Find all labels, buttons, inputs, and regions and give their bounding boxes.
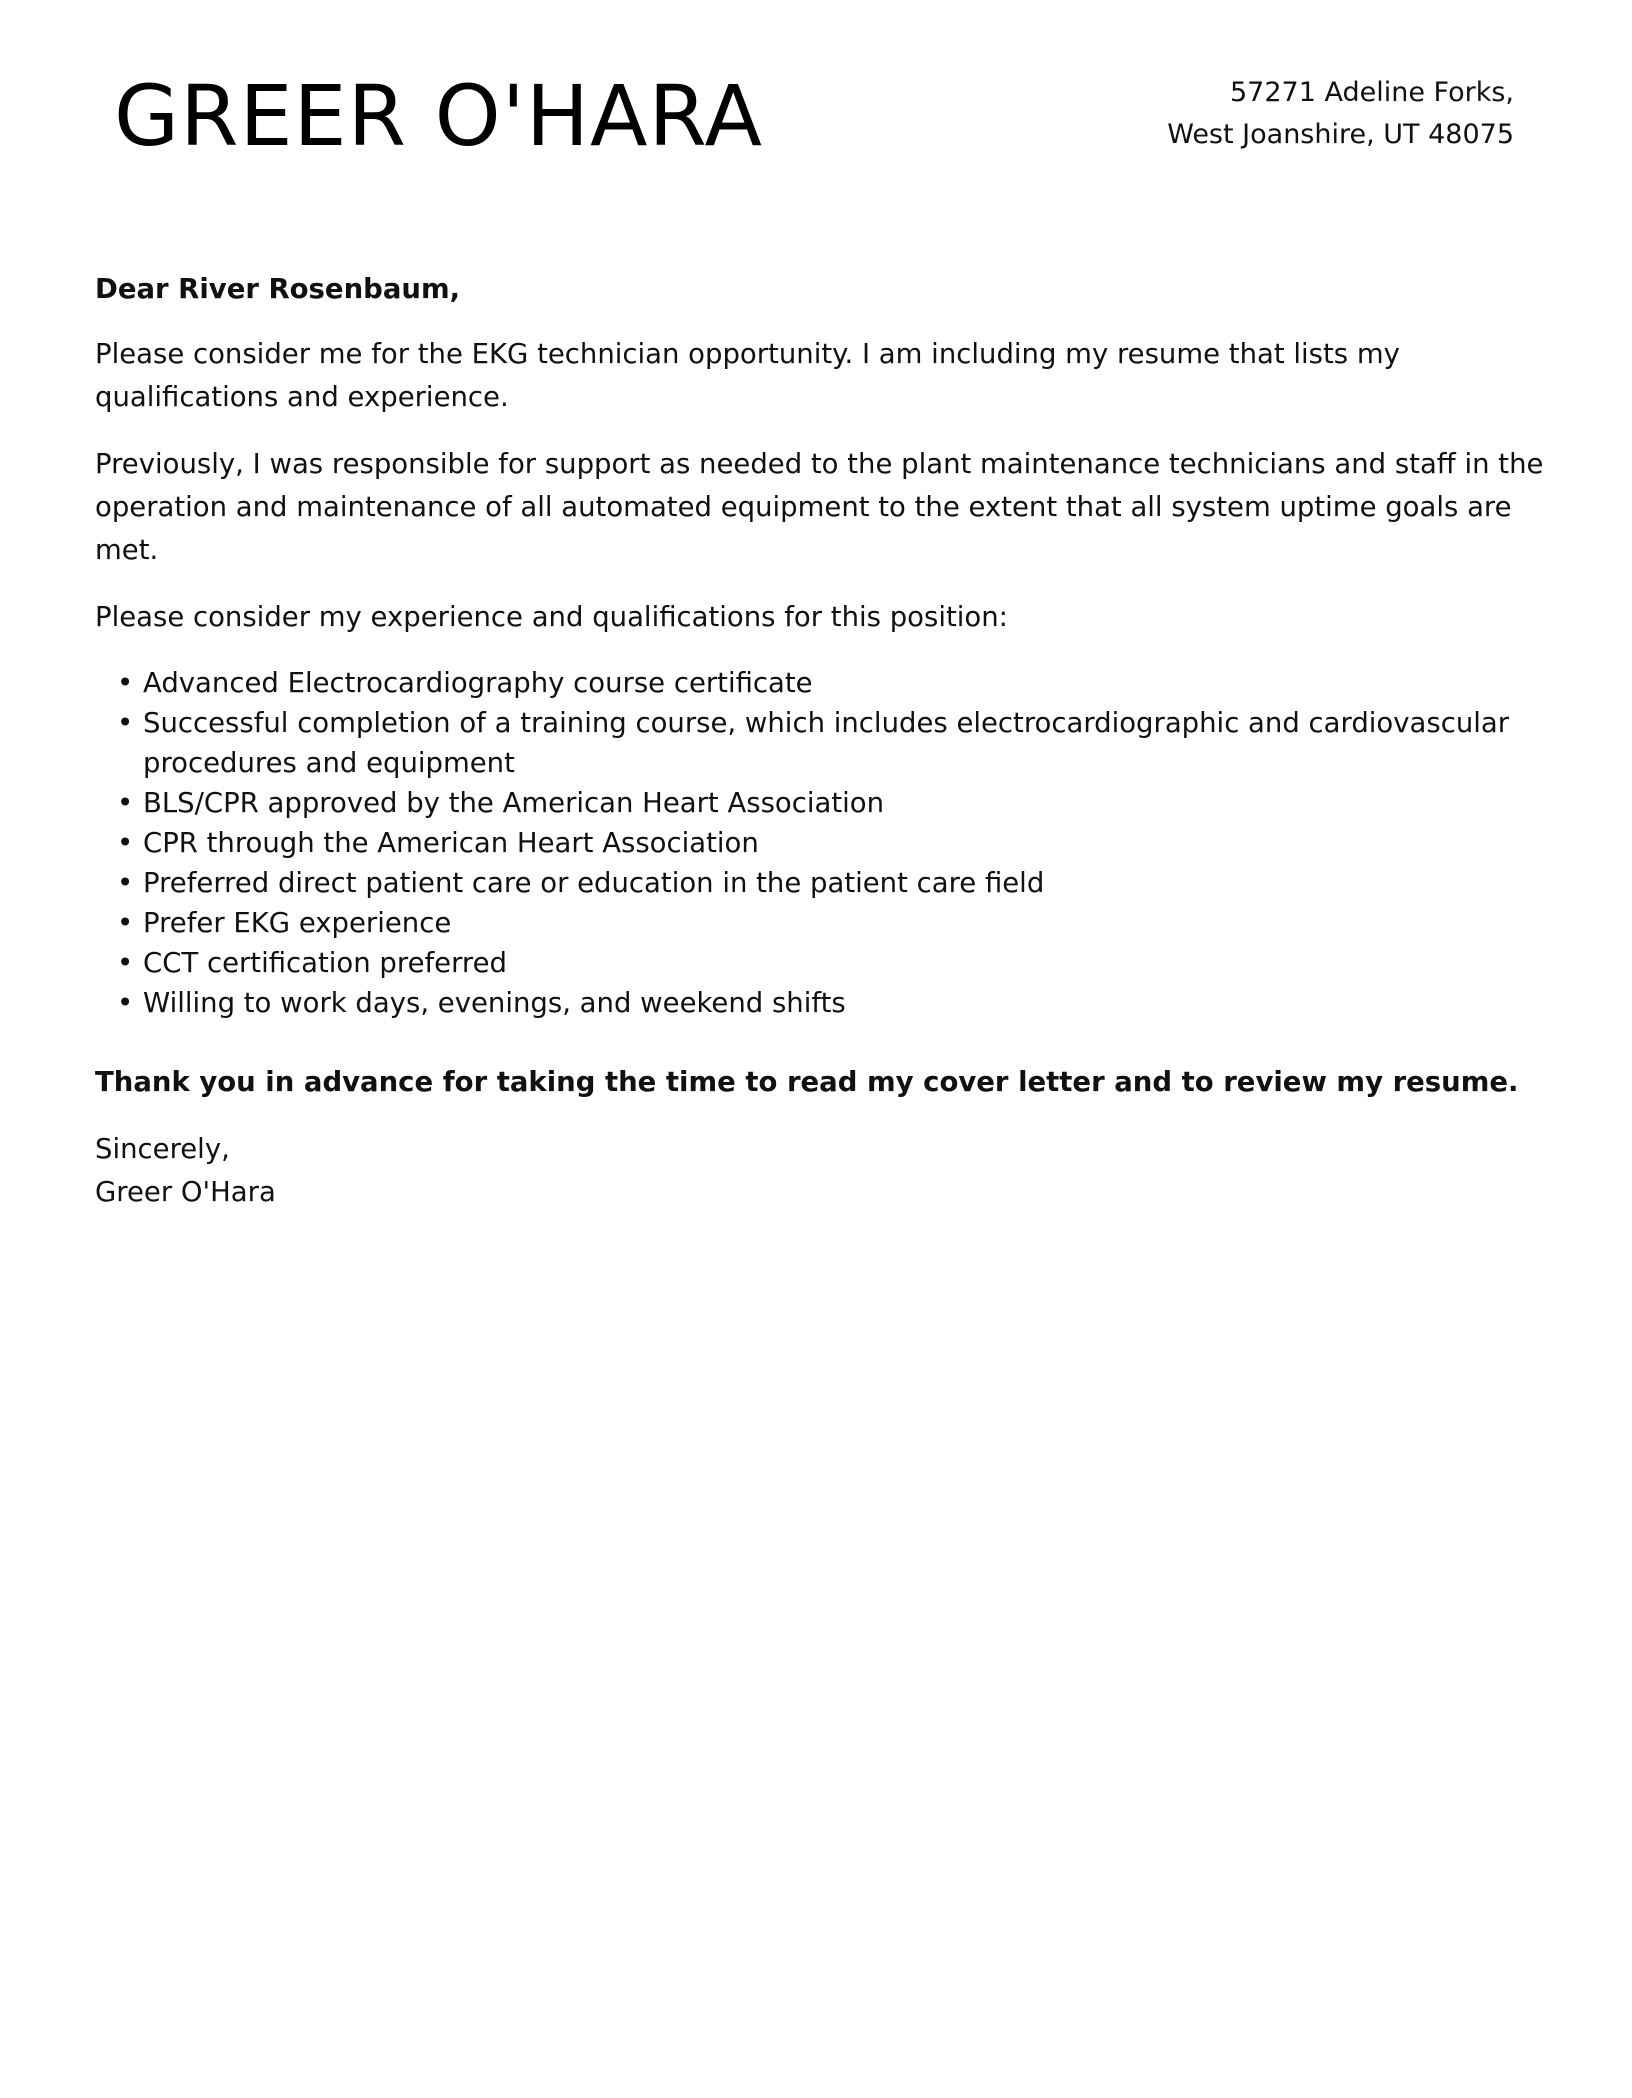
bullet-icon: • [117,987,134,1019]
applicant-name: GREER O'HARA [114,67,763,165]
bullet-icon: • [117,787,134,819]
address-line-2: West Joanshire, UT 48075 [1167,119,1514,150]
qualification-text: Willing to work days, evenings, and weekend shifts [143,987,846,1019]
list-item [117,703,1545,783]
list-item [117,783,1545,823]
qualifications-list [95,663,1545,1023]
qualification-text: Advanced Electrocardiography course certificate [143,667,813,699]
qualification-text: Preferred direct patient care or education in the patient care field [143,867,1045,899]
bullet-icon: • [117,707,134,739]
list-item [117,983,1545,1023]
signoff-block [95,1128,1545,1214]
list-item [117,823,1545,863]
qualification-text: BLS/CPR approved by the American Heart Association [143,787,885,819]
list-item [117,943,1545,983]
list-item [117,663,1545,703]
qualification-text: Successful completion of a training course, which includes electrocardiographic and cardiovascular procedures and equipment [143,707,1510,779]
qualification-text: CCT certification preferred [143,947,507,979]
signoff-text: Sincerely, [95,1133,230,1165]
qualification-text: CPR through the American Heart Association [143,827,759,859]
salutation: Dear River Rosenbaum, [95,273,461,305]
list-item [117,903,1545,943]
bullet-icon: • [117,907,134,939]
bullet-icon: • [117,827,134,859]
qualification-text: Prefer EKG experience [143,907,452,939]
intro-paragraph: Please consider me for the EKG technician opportunity. I am including my resume that lists my qualifications and experience. [95,338,1400,413]
bullet-icon: • [117,867,134,899]
bullet-icon: • [117,947,134,979]
signature-name: Greer O'Hara [95,1176,276,1208]
address-line-1: 57271 Adeline Forks, [1229,77,1514,108]
thank-you-line: Thank you in advance for taking the time to read my cover letter and to review my resume. [95,1066,1519,1098]
bullet-icon: • [117,667,134,699]
applicant-address [1167,72,1514,156]
list-item [117,863,1545,903]
qualifications-intro: Please consider my experience and qualifications for this position: [95,601,1008,633]
experience-paragraph: Previously, I was responsible for support as needed to the plant maintenance technicians and staff in the operation and maintenance of all automated equipment to the extent that all system uptime goals are met. [95,448,1544,566]
letter-body [95,268,1545,1214]
